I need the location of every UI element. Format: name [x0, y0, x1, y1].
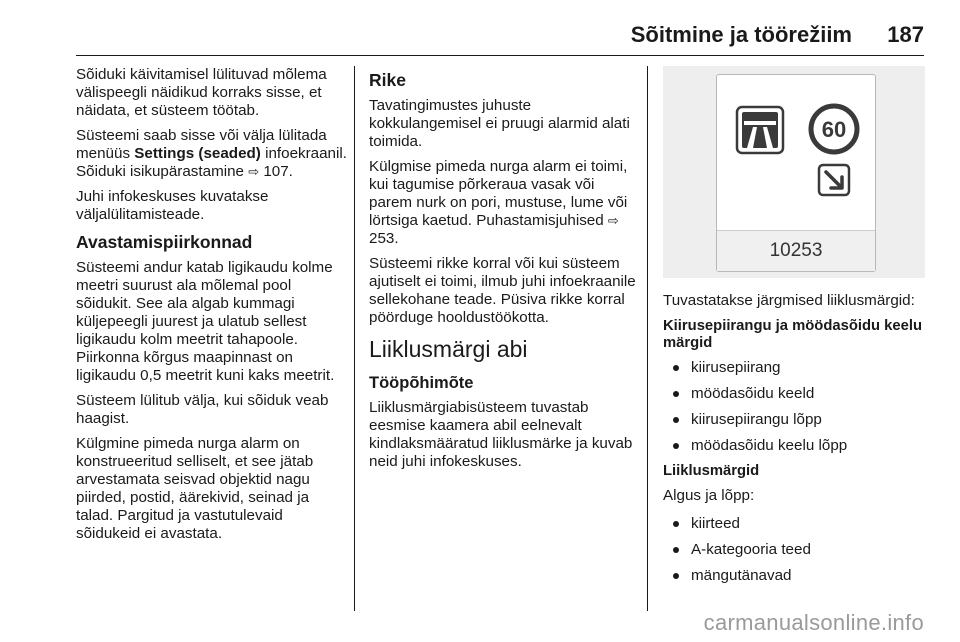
column-2	[369, 66, 639, 478]
page-reference[interactable]: 107.	[259, 163, 293, 180]
list-item-text: möödasõidu keeld	[691, 385, 815, 402]
list-item-text: kiirteed	[691, 515, 740, 532]
header-divider	[76, 55, 924, 56]
paragraph: Tuvastatakse järgmised liiklusmärgid:	[663, 292, 915, 309]
paragraph: Külgmine pimeda nurga alarm on konstrueeritud selliselt, et see jätab arvestamata seisvad objektid nagu piirded, postid, äärekivid, seinad ja talad. Pargitud ja vastutulevaid sõidukeid ei avastata.	[76, 435, 314, 542]
list-heading: Kiirusepiirangu ja möödasõidu keelu märgid	[663, 318, 922, 351]
subsection-heading: Tööpõhimõte	[369, 374, 474, 392]
list-item-text: mängutänavad	[691, 567, 792, 584]
list-item-text: möödasõidu keelu lõpp	[691, 437, 848, 454]
paragraph: Juhi infokeskuses kuvatakse väljalülitamisteade.	[76, 188, 269, 223]
road-list	[663, 515, 928, 585]
list-heading: Liiklusmärgid	[663, 463, 760, 479]
column-3	[663, 292, 928, 593]
sign-icons	[717, 75, 875, 231]
section-heading: Avastamispiirkonnad	[76, 232, 253, 252]
traffic-sign-display-figure	[663, 66, 925, 278]
list-item	[663, 411, 928, 429]
list-item-text: A-kategooria teed	[691, 541, 811, 558]
list-item-text: kiirusepiirangu lõpp	[691, 411, 822, 428]
figure-code: 10253	[717, 230, 875, 271]
page-reference[interactable]: 253.	[369, 230, 399, 247]
watermark: carmanualsonline.info	[703, 610, 924, 635]
bullet-icon	[673, 417, 679, 423]
list-item	[663, 437, 928, 455]
paragraph: Liiklusmärgiabisüsteem tuvastab eesmise kaamera abil eelnevalt kindlaksmääratud liiklusmärke ja kuvab neid juhi infokeskuses.	[369, 399, 633, 470]
list-lead: Algus ja lõpp:	[663, 487, 755, 504]
list-item	[663, 567, 928, 585]
bullet-icon	[673, 443, 679, 449]
section-title: Sõitmine ja töörežiim	[630, 22, 852, 47]
paragraph: Süsteem lülitub välja, kui sõiduk veab haagist.	[76, 392, 329, 427]
motorway-sign-icon	[737, 107, 783, 153]
bullet-icon	[673, 521, 679, 527]
arrow-down-right-sign-icon	[819, 165, 849, 195]
page-reference-arrow-icon: ⇨	[607, 213, 619, 228]
bullet-icon	[673, 391, 679, 397]
paragraph: Süsteemi saab sisse või välja lülitada menüüs Settings (seaded) infoekraanil. Sõiduki isikupärastamine ⇨ 107.	[76, 127, 347, 180]
list-item-text: kiirusepiirang	[691, 359, 781, 376]
paragraph: Süsteemi andur katab ligikaudu kolme meetri suurust ala mõlemal pool sõidukit. See ala algab kummagi küljepeegli juurest ja ulatub sellest ligikaudu kolm meetrit tahapoole. Piirkonna kõrgus maapinnast on ligikaudu 0,5 meetrit kuni kaks meetrit.	[76, 259, 335, 384]
bullet-icon	[673, 547, 679, 553]
list-item	[663, 385, 928, 403]
bullet-icon	[673, 365, 679, 371]
speed-limit-value: 60	[821, 117, 847, 142]
section-heading: Rike	[369, 70, 406, 90]
list-item	[663, 359, 928, 377]
menu-name: Settings (seaded)	[134, 145, 261, 162]
column-1	[76, 66, 348, 550]
speed-limit-sign-icon	[811, 106, 857, 152]
column-divider-1	[354, 66, 355, 611]
display-panel	[716, 74, 876, 272]
bullet-icon	[673, 573, 679, 579]
paragraph: Sõiduki käivitamisel lülituvad mõlema välispeegli näidikud korraks sisse, et näidata, et süsteem töötab.	[76, 66, 327, 119]
page-number: 187	[887, 22, 924, 47]
sign-list	[663, 359, 928, 455]
page-reference-arrow-icon: ⇨	[248, 164, 260, 179]
list-item	[663, 515, 928, 533]
list-item	[663, 541, 928, 559]
chapter-heading: Liiklusmärgi abi	[369, 336, 528, 362]
paragraph: Külgmise pimeda nurga alarm ei toimi, kui tagumise põrkeraua vasak või parem nurk on pori, mustuse, lume või lörtsiga kaetud. Puhastamisjuhised ⇨ 253.	[369, 158, 628, 247]
column-divider-2	[647, 66, 648, 611]
paragraph: Tavatingimustes juhuste kokkulangemisel ei pruugi alarmid alati toimida.	[369, 97, 630, 150]
paragraph: Süsteemi rikke korral või kui süsteem ajutiselt ei toimi, ilmub juhi infoekraanile sellekohane teade. Püsiva rikke korral pöörduge hooldustöökotta.	[369, 255, 636, 326]
